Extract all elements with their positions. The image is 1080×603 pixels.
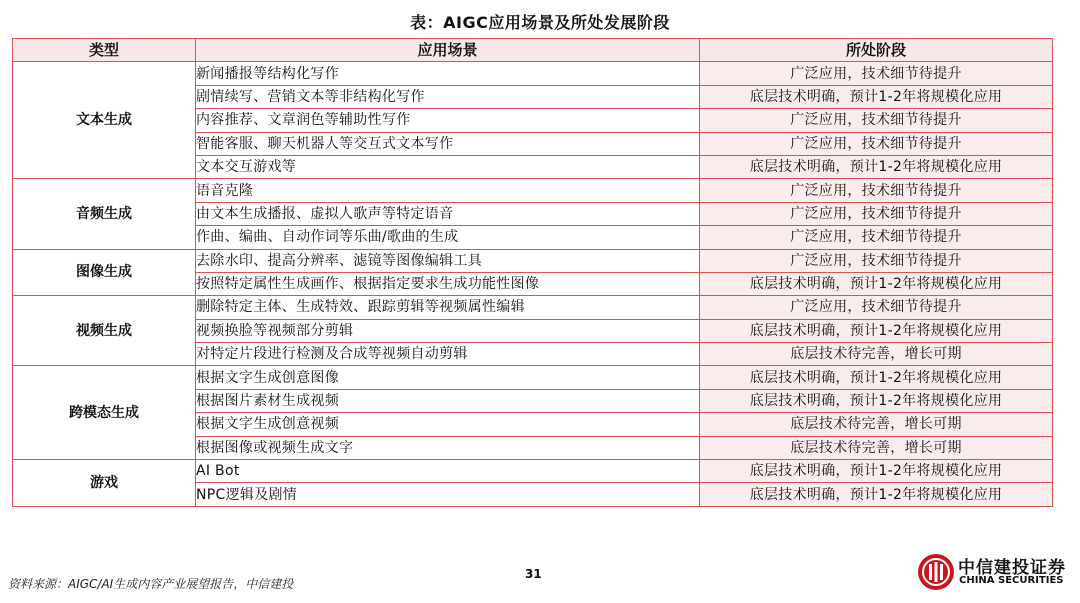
stage-cell: 底层技术明确，预计1-2年将规模化应用 [700, 389, 1053, 412]
stage-cell: 底层技术明确，预计1-2年将规模化应用 [700, 319, 1053, 342]
type-cell: 图像生成 [13, 249, 196, 296]
table-row [13, 460, 1053, 483]
scene-cell: 视频换脸等视频部分剪辑 [196, 319, 700, 342]
scene-cell: AI Bot [196, 460, 700, 483]
stage-cell: 广泛应用，技术细节待提升 [700, 296, 1053, 319]
table-row [13, 296, 1053, 319]
scene-cell: 根据图片素材生成视频 [196, 389, 700, 412]
scene-cell: 由文本生成播报、虚拟人歌声等特定语音 [196, 202, 700, 225]
type-cell: 视频生成 [13, 296, 196, 366]
stage-cell: 底层技术明确，预计1-2年将规模化应用 [700, 366, 1053, 389]
scene-cell: 作曲、编曲、自动作词等乐曲/歌曲的生成 [196, 226, 700, 249]
header-stage: 所处阶段 [700, 39, 1053, 62]
type-cell: 游戏 [13, 460, 196, 507]
scene-cell: 对特定片段进行检测及合成等视频自动剪辑 [196, 343, 700, 366]
stage-cell: 底层技术明确，预计1-2年将规模化应用 [700, 155, 1053, 178]
stage-cell: 广泛应用，技术细节待提升 [700, 109, 1053, 132]
table-row [13, 62, 1053, 85]
type-cell: 跨模态生成 [13, 366, 196, 460]
stage-cell: 底层技术明确，预计1-2年将规模化应用 [700, 460, 1053, 483]
source-note: 资料来源：AIGC/AI生成内容产业展望报告，中信建投 [8, 577, 294, 591]
type-cell: 音频生成 [13, 179, 196, 249]
stage-cell: 广泛应用，技术细节待提升 [700, 132, 1053, 155]
scene-cell: 按照特定属性生成画作、根据指定要求生成功能性图像 [196, 272, 700, 295]
stage-cell: 底层技术待完善，增长可期 [700, 436, 1053, 459]
scene-cell: 智能客服、聊天机器人等交互式文本写作 [196, 132, 700, 155]
page-number: 31 [525, 567, 542, 581]
scene-cell: 文本交互游戏等 [196, 155, 700, 178]
table-row [13, 179, 1053, 202]
company-logo [918, 552, 1068, 592]
table-body [13, 62, 1053, 506]
scene-cell: 内容推荐、文章润色等辅助性写作 [196, 109, 700, 132]
stage-cell: 底层技术待完善，增长可期 [700, 343, 1053, 366]
stage-cell: 广泛应用，技术细节待提升 [700, 249, 1053, 272]
stage-cell: 底层技术待完善，增长可期 [700, 413, 1053, 436]
aigc-table [12, 38, 1053, 507]
type-cell: 文本生成 [13, 62, 196, 179]
header-type: 类型 [13, 39, 196, 62]
table-header-row [13, 39, 1053, 62]
logo-text-en: CHINA SECURITIES [959, 575, 1064, 586]
stage-cell: 底层技术明确，预计1-2年将规模化应用 [700, 85, 1053, 108]
header-scene: 应用场景 [196, 39, 700, 62]
table-title: 表：AIGC应用场景及所处发展阶段 [410, 13, 670, 32]
table-row [13, 366, 1053, 389]
citic-logo-icon [918, 554, 954, 590]
stage-cell: 广泛应用，技术细节待提升 [700, 202, 1053, 225]
stage-cell: 广泛应用，技术细节待提升 [700, 62, 1053, 85]
stage-cell: 底层技术明确，预计1-2年将规模化应用 [700, 272, 1053, 295]
scene-cell: 语音克隆 [196, 179, 700, 202]
scene-cell: 根据图像或视频生成文字 [196, 436, 700, 459]
scene-cell: 删除特定主体、生成特效、跟踪剪辑等视频属性编辑 [196, 296, 700, 319]
stage-cell: 广泛应用，技术细节待提升 [700, 179, 1053, 202]
scene-cell: 去除水印、提高分辨率、滤镜等图像编辑工具 [196, 249, 700, 272]
scene-cell: 新闻播报等结构化写作 [196, 62, 700, 85]
stage-cell: 广泛应用，技术细节待提升 [700, 226, 1053, 249]
table-row [13, 249, 1053, 272]
scene-cell: 剧情续写、营销文本等非结构化写作 [196, 85, 700, 108]
logo-text-cn: 中信建投证券 [958, 558, 1066, 578]
scene-cell: NPC逻辑及剧情 [196, 483, 700, 506]
stage-cell: 底层技术明确，预计1-2年将规模化应用 [700, 483, 1053, 506]
scene-cell: 根据文字生成创意图像 [196, 366, 700, 389]
scene-cell: 根据文字生成创意视频 [196, 413, 700, 436]
